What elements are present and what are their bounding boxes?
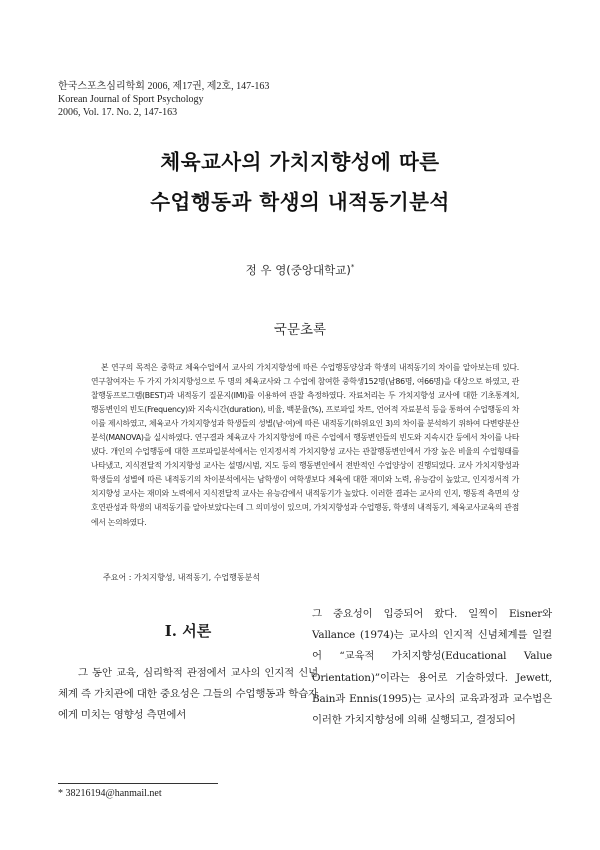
footnote-divider xyxy=(58,783,218,784)
left-column-text: 그 동안 교육, 심리학적 관점에서 교사의 인지적 신념체계 즉 가치관에 대한 중요성은 그들의 수업행동과 학습자에게 미치는 영향성 측면에서 xyxy=(58,667,318,722)
paper-title-line-1: 체육교사의 가치지향성에 따른 xyxy=(160,150,440,174)
abstract-body: 본 연구의 목적은 중학교 체육수업에서 교사의 가치지향성에 따른 수업행동양상과 학생의 내적동기의 차이를 알아보는데 있다. 연구참여자는 두 가지 가치지향성으로 두 명의 체육교사와 그 수업에 참여한 중학생152명(남86명, 여66명)을 대상으로 하였고, 관찰행동프로그램(BEST)과 내적동기 질문지(IMI)를 이용하여 관찰 측정하였다. 자료처리는 두 가치지향성 교사에 대한 기초통계치, 행동변인의 빈도(Frequency)와 지속시간(duration), 비율, 백분율(%), 프로파일 차트, 언어적 자료분석 등을 통하여 수업행동의 차이를 제시하였고, 체육교사 가치지향성과 학생들의 성별(남·여)에 따른 내적동기(하위요인 3)의 차이를 분석하기 위하여 다변량분산분석(MANOVA)을 실시하였다. 연구결과 체육교사 가치지향성에 따른 수업에서 행동변인들의 빈도와 지속시간 등에서 차이를 나타냈다. 개인의 수업행동에 대한 프로파일분석에서는 인지정서적 가치지향성 교사는 관찰행동변인에서 가장 높은 비율의 수업형태를 나타냈고, 지식전달적 가치지향성 교사는 설명/시범, 지도 등의 행동변인에서 전반적인 수업양상이 진행되었다. 교사 가치지향성과 학생들의 성별에 따른 내적동기의 차이분석에서는 남학생이 여학생보다 체육에 대한 재미와 노력, 유능감이 높았고, 인지정서적 가치지향성 교사는 재미와 노력에서 지식전달적 교사는 유능감에서 내적동기가 높았다. 이러한 결과는 교사의 인지, 행동적 측면의 상호연관성과 학생의 내적동기를 알아보았다는데 그 의미성이 있으며, 가치지향성과 수업행동, 학생의 내적동기, 체육교사교육의 관점에서 논의하였다. xyxy=(91,363,519,527)
keywords: 주요어 : 가치지향성, 내적동기, 수업행동분석 xyxy=(103,573,261,582)
section-heading-introduction: Ⅰ. 서론 xyxy=(164,622,212,640)
journal-english-name: Korean Journal of Sport Psychology xyxy=(58,94,204,105)
author-footnote-mark: * xyxy=(350,263,355,272)
author-name: 정 우 영(중앙대학교) xyxy=(245,263,351,277)
left-column xyxy=(58,663,318,727)
author-email-footnote: * 38216194@hanmail.net xyxy=(58,788,162,799)
abstract-heading: 국문초록 xyxy=(273,322,327,338)
right-column-text: 그 중요성이 입증되어 왔다. 일찍이 Eisner와 Vallance (1974)는 교사의 인지적 신념체계를 일컬어 “교육적 가치지향성(Educational Value Orientation)”이라는 용어로 기술하였다. Jewett, Bain과 Ennis(1995)는 교사의 교육과정과 교수법은 이러한 가치지향성에 의해 실행되고, 결정되어 xyxy=(312,608,552,727)
journal-volume-info: 2006, Vol. 17. No. 2, 147-163 xyxy=(58,107,178,118)
right-column xyxy=(312,604,552,731)
journal-korean-citation: 한국스포츠심리학회 2006, 제17권, 제2호, 147-163 xyxy=(58,81,270,92)
abstract-block xyxy=(91,361,519,530)
journal-header xyxy=(58,80,269,119)
author-line xyxy=(0,262,600,278)
paper-title-line-2: 수업행동과 학생의 내적동기분석 xyxy=(150,190,450,214)
